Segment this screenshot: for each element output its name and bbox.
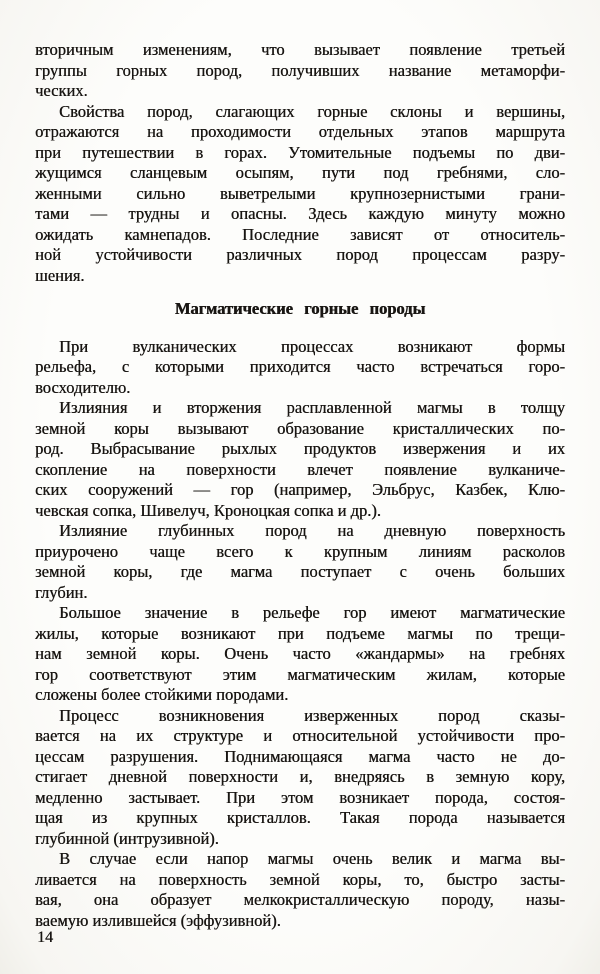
page-number: 14 bbox=[37, 929, 53, 946]
text-line: При вулканических процессах возникают формы bbox=[59, 336, 565, 356]
text-line: земной коры, где магма поступает с очень больших bbox=[35, 562, 565, 581]
text-line: ских сооружений — гор (например, Эльбрус, Казбек, Клю- bbox=[35, 480, 565, 499]
paragraph bbox=[35, 337, 565, 399]
text-line: шения. bbox=[35, 265, 85, 285]
text-line: Свойства пород, слагающих горные склоны и вершины, bbox=[59, 101, 565, 121]
text-line: Излияние глубинных пород на дневную поверхность bbox=[59, 521, 565, 540]
text-line: группы горных пород, получивших название метаморфи- bbox=[35, 60, 565, 80]
text-line: цессам разрушения. Поднимающаяся магма часто не до- bbox=[35, 746, 565, 766]
paragraph bbox=[35, 398, 565, 521]
text-line: глубинной (интрузивной). bbox=[35, 828, 219, 848]
text-line: Процесс возникновения изверженных пород сказы- bbox=[59, 705, 565, 725]
text-line: земной коры вызывают образование кристаллических по- bbox=[35, 418, 565, 438]
text-line: гор соответствуют этим магматическим жилам, которые bbox=[35, 664, 565, 684]
text-line: стигает дневной поверхности и, внедряясь в земную кору, bbox=[35, 767, 565, 786]
text-line: ожидать камнепадов. Последние зависят от относитель- bbox=[35, 224, 565, 244]
text-line: щая из крупных кристаллов. Такая порода называется bbox=[35, 808, 565, 827]
text-line: скопление на поверхности влечет появление вулканиче- bbox=[35, 459, 565, 479]
paragraph bbox=[35, 102, 565, 287]
text-line: отражаются на проходимости отдельных этапов маршрута bbox=[35, 122, 565, 141]
text-line: глубин. bbox=[35, 582, 88, 602]
paragraph bbox=[35, 603, 565, 706]
text-line: чевская сопка, Шивелуч, Кроноцкая сопка и др.). bbox=[35, 500, 381, 520]
section-heading: Магматические горные породы bbox=[174, 299, 426, 318]
paragraph bbox=[35, 521, 565, 603]
text-line: В случае если напор магмы очень велик и магма вы- bbox=[59, 849, 565, 868]
text-line: рельефа, с которыми приходится часто встречаться горо- bbox=[35, 357, 565, 376]
text-line: при путешествии в горах. Утомительные подъемы по дви- bbox=[35, 142, 565, 162]
paragraph bbox=[35, 706, 565, 850]
text-line: вается на их структуре и относительной устойчивости про- bbox=[35, 726, 565, 745]
paragraph bbox=[35, 40, 565, 102]
text-line: ной устойчивости различных пород процессам разру- bbox=[35, 245, 565, 264]
text-line: женными сильно выветрелыми крупнозернистыми грани- bbox=[35, 183, 565, 203]
paragraph bbox=[35, 849, 565, 931]
text-line: ливается на поверхность земной коры, то, быстро засты- bbox=[35, 869, 565, 889]
text-line: тами — трудны и опасны. Здесь каждую минуту можно bbox=[35, 204, 565, 223]
text-line: вторичным изменениям, что вызывает появление третьей bbox=[35, 40, 565, 59]
text-block bbox=[35, 40, 565, 931]
text-line: вая, она образует мелкокристаллическую породу, назы- bbox=[35, 890, 565, 909]
text-line: ческих. bbox=[35, 81, 88, 100]
text-line: сложены более стойкими породами. bbox=[35, 685, 289, 704]
text-line: Большое значение в рельефе гор имеют магматические bbox=[59, 603, 565, 622]
text-line: нам земной коры. Очень часто «жандармы» на гребнях bbox=[35, 644, 565, 663]
text-line: восходителю. bbox=[35, 377, 131, 397]
text-line: род. Выбрасывание рыхлых продуктов извержения и их bbox=[35, 439, 565, 458]
text-line: жущимся сланцевым осыпям, пути под гребнями, сло- bbox=[35, 163, 565, 182]
text-line: ваемую излившейся (эффузивной). bbox=[35, 910, 281, 930]
text-line: медленно застывает. При этом возникает порода, состоя- bbox=[35, 787, 565, 807]
text-line: жилы, которые возникают при подъеме магмы по трещи- bbox=[35, 623, 565, 643]
text-line: приурочено чаще всего к крупным линиям расколов bbox=[35, 541, 565, 561]
text-line: Излияния и вторжения расплавленной магмы в толщу bbox=[59, 398, 565, 417]
